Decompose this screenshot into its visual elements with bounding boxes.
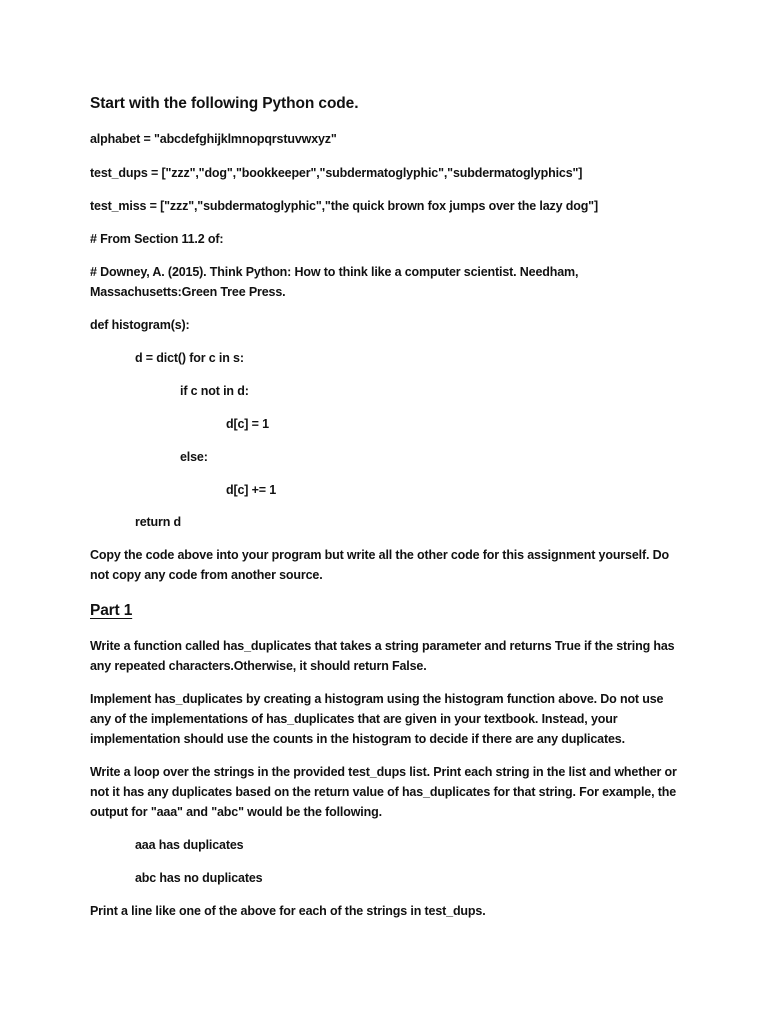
part-1-paragraph-3-line-3: output for "aaa" and "abc" would be the following. — [90, 805, 382, 819]
part-1-paragraph-1-line-2: any repeated characters.Otherwise, it should return False. — [90, 659, 427, 673]
code-dict-line: d = dict() for c in s: — [135, 351, 244, 365]
part-1-paragraph-1-line-1: Write a function called has_duplicates that takes a string parameter and returns True if the string has — [90, 639, 675, 653]
code-comment-section: # From Section 11.2 of: — [90, 232, 224, 246]
example-output-no-duplicates: abc has no duplicates — [135, 871, 263, 885]
example-output-has-duplicates: aaa has duplicates — [135, 838, 244, 852]
code-def-line: def histogram(s): — [90, 318, 190, 332]
code-else-line: else: — [180, 450, 208, 464]
code-comment-reference-line-2: Massachusetts:Green Tree Press. — [90, 285, 286, 299]
part-1-paragraph-4-line-1: Print a line like one of the above for each of the strings in test_dups. — [90, 904, 486, 918]
part-1-heading: Part 1 — [90, 602, 133, 619]
copy-note-line-2: not copy any code from another source. — [90, 568, 323, 582]
document-heading: Start with the following Python code. — [90, 95, 359, 112]
part-1-paragraph-2-line-2: any of the implementations of has_duplicates that are given in your textbook. Instead, your — [90, 712, 618, 726]
copy-note-line-1: Copy the code above into your program but write all the other code for this assignment yourself. Do — [90, 548, 669, 562]
part-1-paragraph-3-line-2: not it has any duplicates based on the return value of has_duplicates for that string. For example, the — [90, 785, 677, 799]
part-1-paragraph-3-line-1: Write a loop over the strings in the provided test_dups list. Print each string in the list and whether or — [90, 765, 677, 779]
code-test-miss-line: test_miss = ["zzz","subdermatoglyphic","the quick brown fox jumps over the lazy dog"] — [90, 199, 598, 213]
code-return-line: return d — [135, 515, 182, 529]
part-1-paragraph-2-line-1: Implement has_duplicates by creating a histogram using the histogram function above. Do not use — [90, 692, 664, 706]
part-1-paragraph-2-line-3: implementation should use the counts in the histogram to decide if there are any duplicates. — [90, 732, 625, 746]
code-assign-line: d[c] = 1 — [226, 417, 269, 431]
code-if-line: if c not in d: — [180, 384, 249, 398]
code-comment-reference-line-1: # Downey, A. (2015). Think Python: How to think like a computer scientist. Needham, — [90, 265, 579, 279]
code-increment-line: d[c] += 1 — [226, 483, 277, 497]
code-alphabet-line: alphabet = "abcdefghijklmnopqrstuvwxyz" — [90, 132, 337, 146]
code-test-dups-line: test_dups = ["zzz","dog","bookkeeper","subdermatoglyphic","subdermatoglyphics"] — [90, 166, 583, 180]
